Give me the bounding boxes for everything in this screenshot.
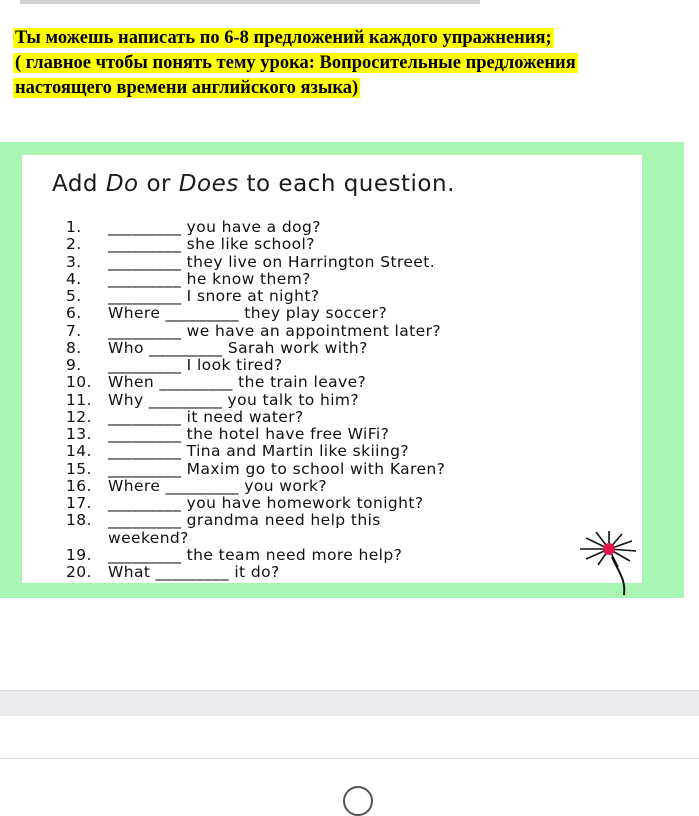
question-number: 8.: [66, 338, 82, 357]
question-text: _________ he know them?: [108, 269, 311, 288]
bottom-bar: [0, 690, 699, 716]
question-text: _________ we have an appointment later?: [108, 321, 441, 340]
worksheet-sheet: [22, 155, 642, 583]
question-text: When _________ the train leave?: [108, 373, 367, 392]
question-text: _________ it need water?: [108, 407, 304, 426]
title-part: Add: [52, 171, 106, 197]
question-number: 6.: [66, 304, 82, 323]
title-part: or: [138, 171, 179, 197]
question-number: 3.: [66, 252, 82, 271]
title-do: Do: [105, 171, 139, 197]
instruction-line-2: ( главное чтобы понять тему урока: Вопросительные предложения: [15, 53, 576, 73]
question-text: _________ Maxim go to school with Karen?: [108, 459, 446, 478]
question-number: 13.: [66, 425, 92, 443]
question-number: 10.: [66, 373, 92, 392]
question-text: Why _________ you talk to him?: [108, 390, 360, 409]
question-number: 15.: [66, 459, 92, 478]
question-text: Where _________ you work?: [108, 476, 328, 495]
question-number: 12.: [66, 407, 92, 426]
question-number: 2.: [66, 235, 82, 254]
question-text: Where _________ they play soccer?: [108, 304, 388, 323]
question-text: _________ I snore at night?: [108, 287, 320, 305]
question-text: _________ you have a dog?: [108, 218, 321, 236]
question-number: 17.: [66, 494, 92, 512]
question-text: _________ the team need more help?: [108, 545, 403, 564]
question-text: _________ the hotel have free WiFi?: [108, 425, 390, 443]
question-number: 9.: [66, 356, 82, 374]
question-number: 18.: [66, 511, 92, 530]
question-number: 20.: [66, 563, 92, 581]
question-number: 5.: [66, 287, 82, 305]
question-number: 1.: [66, 218, 82, 236]
question-number: 19.: [66, 545, 92, 564]
top-cut-edge: [0, 0, 699, 10]
question-text: What _________ it do?: [108, 563, 280, 581]
question-text: _________ she like school?: [108, 235, 315, 254]
flower-icon: [574, 527, 644, 599]
question-text: _________ they live on Harrington Street.: [108, 252, 436, 271]
question-text: _________ Tina and Martin like skiing?: [108, 442, 409, 461]
instruction-text: [13, 26, 683, 101]
question-text: Who _________ Sarah work with?: [108, 338, 368, 357]
question-number: 7.: [66, 321, 82, 340]
question-text: _________ I look tired?: [108, 356, 283, 374]
instruction-line-1: Ты можешь написать по 6-8 предложений каждого упражнения;: [15, 28, 552, 48]
question-text: _________ grandma need help this: [108, 511, 381, 530]
cut-line: [20, 0, 480, 4]
divider: [0, 758, 699, 759]
worksheet-title: [52, 171, 455, 197]
question-text: _________ you have homework tonight?: [108, 494, 424, 512]
question-number: 4.: [66, 269, 82, 288]
instruction-line-3: настоящего времени английского языка): [15, 78, 359, 98]
question-number: 11.: [66, 390, 92, 409]
circle-icon[interactable]: [343, 786, 373, 816]
question-number: 16.: [66, 476, 92, 495]
title-does: Does: [178, 171, 239, 197]
title-part: to each question.: [238, 171, 455, 197]
question-number: 14.: [66, 442, 92, 461]
question-text: weekend?: [108, 528, 189, 547]
worksheet-image: [0, 142, 684, 598]
